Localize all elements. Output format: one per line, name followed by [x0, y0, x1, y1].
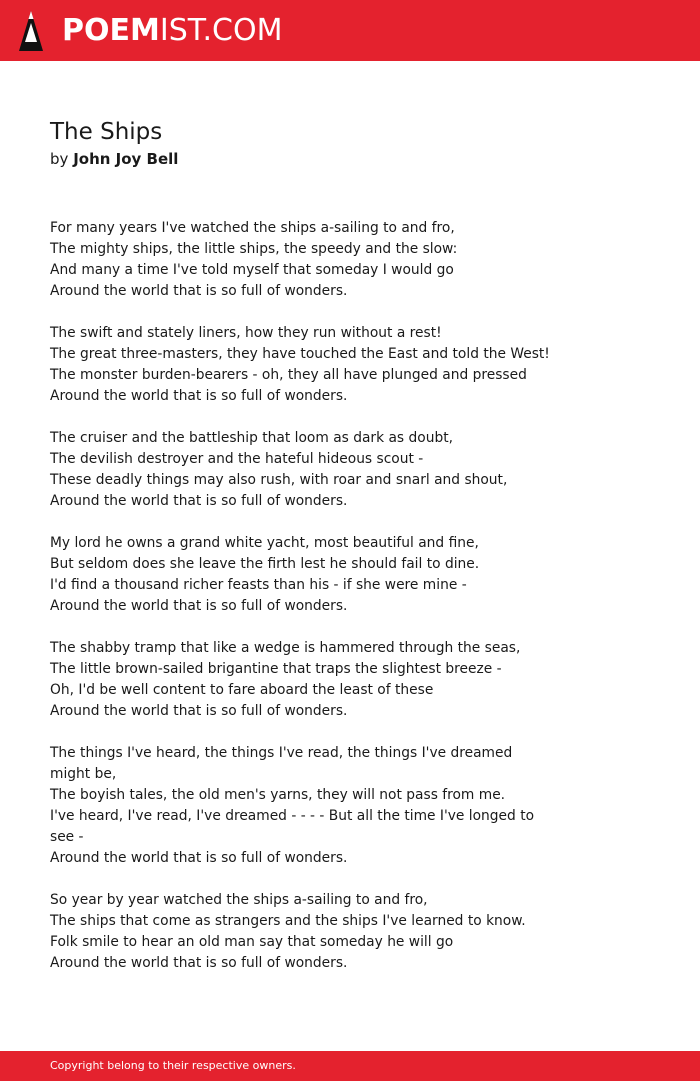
poem-line: Around the world that is so full of wonders.: [50, 703, 348, 719]
logo-text-bold: POEM: [62, 13, 160, 48]
poem-stanza: [50, 533, 550, 617]
poem-line: So year by year watched the ships a-sailing to and fro,: [50, 892, 428, 908]
poem-body: [50, 218, 550, 995]
author-name: John Joy Bell: [73, 150, 179, 168]
poem-stanza: [50, 890, 550, 974]
poem-line: I'd find a thousand richer feasts than his - if she were mine -: [50, 577, 467, 593]
poem-line: The ships that come as strangers and the ships I've learned to know.: [50, 913, 526, 929]
header-bar: [0, 0, 700, 61]
poem-line: The great three-masters, they have touched the East and told the West!: [50, 346, 550, 362]
poem-line: These deadly things may also rush, with roar and snarl and shout,: [50, 472, 508, 488]
poem-line: Oh, I'd be well content to fare aboard the least of these: [50, 682, 434, 698]
poem-line: The things I've heard, the things I've read, the things I've dreamed might be,: [50, 745, 513, 782]
copyright-text: Copyright belong to their respective owners.: [50, 1059, 296, 1072]
poem-line: Around the world that is so full of wonders.: [50, 493, 348, 509]
poem-line: The boyish tales, the old men's yarns, they will not pass from me.: [50, 787, 506, 803]
byline-prefix: by: [50, 150, 69, 168]
poem-line: The little brown-sailed brigantine that traps the slightest breeze -: [50, 661, 502, 677]
poem-title: The Ships: [50, 119, 163, 145]
poem-line: Around the world that is so full of wonders.: [50, 850, 348, 866]
poem-line: The mighty ships, the little ships, the speedy and the slow:: [50, 241, 458, 257]
poem-line: The shabby tramp that like a wedge is hammered through the seas,: [50, 640, 521, 656]
poem-line: I've heard, I've read, I've dreamed - - - - But all the time I've longed to see -: [50, 808, 535, 845]
poem-line: For many years I've watched the ships a-sailing to and fro,: [50, 220, 455, 236]
poem-line: My lord he owns a grand white yacht, most beautiful and fine,: [50, 535, 479, 551]
site-logo[interactable]: [62, 13, 282, 49]
poem-stanza: [50, 218, 550, 302]
poem-stanza: [50, 428, 550, 512]
pencil-icon: [18, 10, 44, 52]
poem-line: But seldom does she leave the firth lest he should fail to dine.: [50, 556, 480, 572]
poem-stanza: [50, 743, 550, 869]
poem-stanza: [50, 638, 550, 722]
poem-line: Folk smile to hear an old man say that someday he will go: [50, 934, 454, 950]
poem-line: The cruiser and the battleship that loom as dark as doubt,: [50, 430, 454, 446]
poem-line: Around the world that is so full of wonders.: [50, 283, 348, 299]
poem-line: Around the world that is so full of wonders.: [50, 388, 348, 404]
poem-line: And many a time I've told myself that someday I would go: [50, 262, 454, 278]
footer-bar: [0, 1051, 700, 1081]
poem-stanza: [50, 323, 550, 407]
poem-line: Around the world that is so full of wonders.: [50, 955, 348, 971]
poem-line: The monster burden-bearers - oh, they all have plunged and pressed: [50, 367, 527, 383]
poem-line: The devilish destroyer and the hateful hideous scout -: [50, 451, 424, 467]
poem-line: The swift and stately liners, how they run without a rest!: [50, 325, 442, 341]
poem-line: Around the world that is so full of wonders.: [50, 598, 348, 614]
logo-text-light: IST.COM: [159, 13, 283, 48]
byline: [50, 149, 178, 169]
